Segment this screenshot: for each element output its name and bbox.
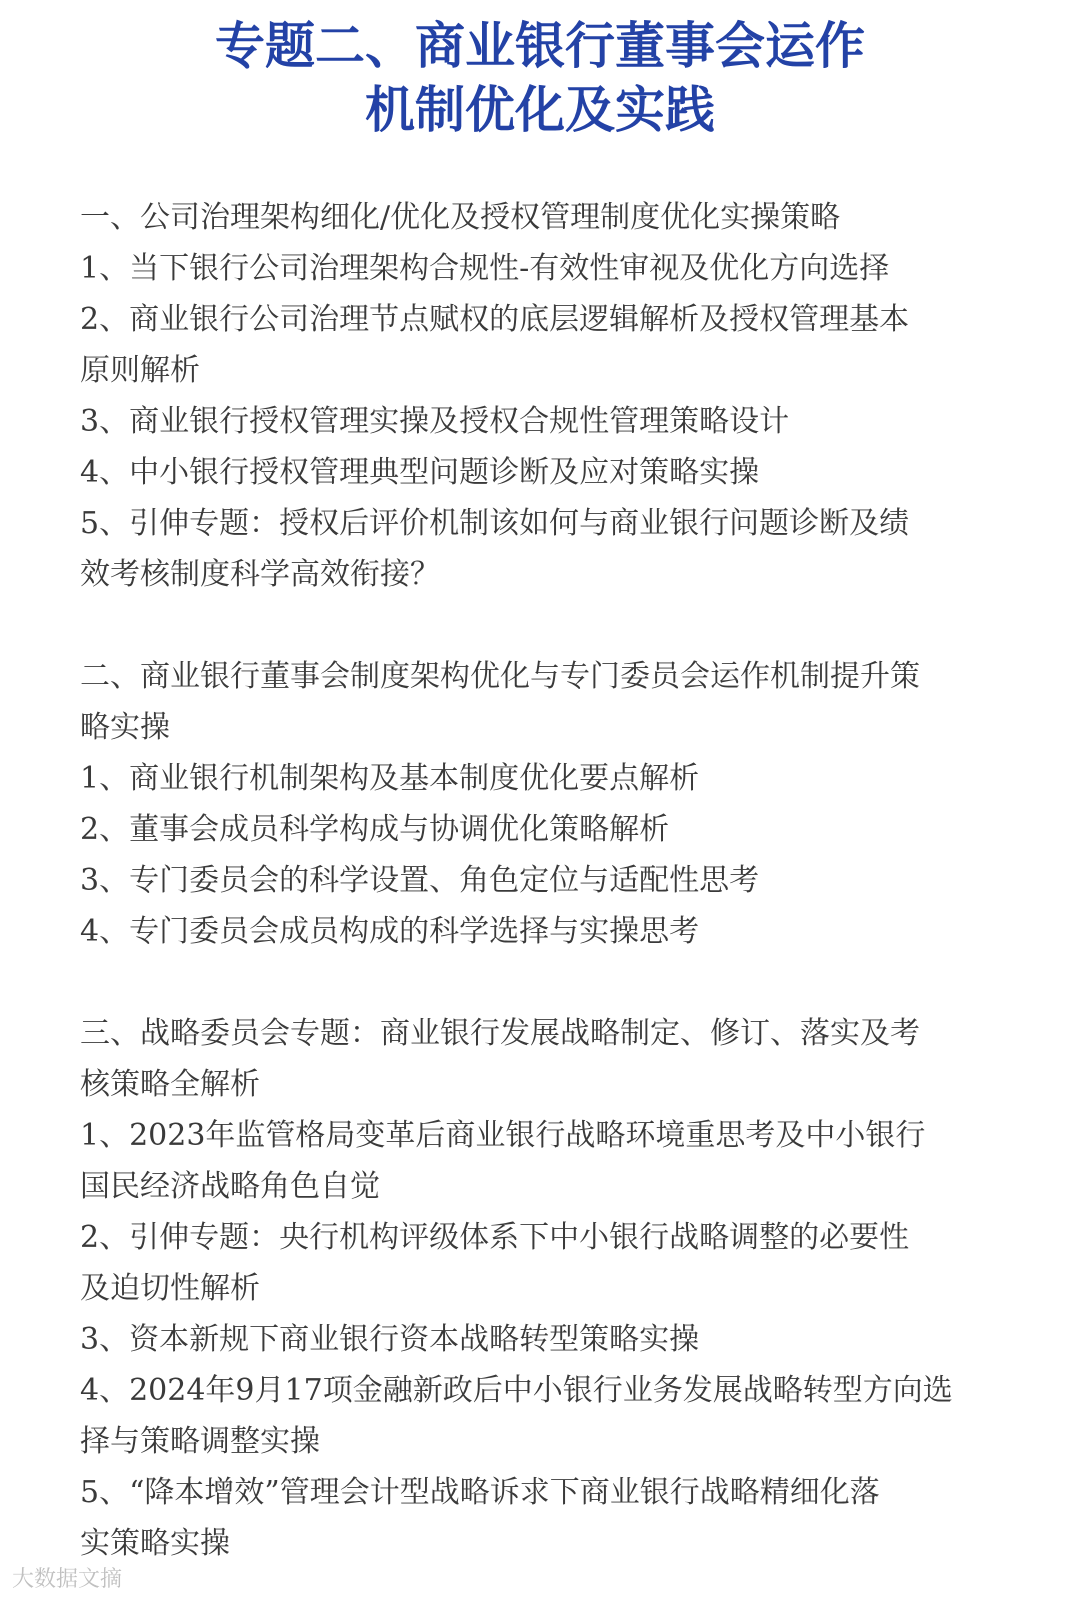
list-item: 2、引伸专题：央行机构评级体系下中小银行战略调整的必要性 [80,1220,910,1255]
document-body [80,192,1000,1569]
list-item: 1、当下银行公司治理架构合规性-有效性审视及优化方向选择 [80,251,890,286]
section-heading: 一、公司治理架构细化/优化及授权管理制度优化实操策略 [80,200,841,235]
list-item: 1、2023年监管格局变革后商业银行战略环境重思考及中小银行 [80,1118,926,1153]
section-heading-continuation: 核策略全解析 [80,1067,260,1102]
list-item: 2、董事会成员科学构成与协调优化策略解析 [80,812,670,847]
list-item: 3、资本新规下商业银行资本战略转型策略实操 [80,1322,700,1357]
section-heading: 二、商业银行董事会制度架构优化与专门委员会运作机制提升策 [80,659,920,694]
list-item-continuation: 原则解析 [80,353,200,388]
section-heading-continuation: 略实操 [80,710,170,745]
list-item-continuation: 效考核制度科学高效衔接？ [80,557,440,592]
list-item: 5、“降本增效”管理会计型战略诉求下商业银行战略精细化落 [80,1475,880,1510]
section-1 [80,192,1000,600]
list-item-continuation: 实策略实操 [80,1526,230,1561]
list-item: 4、2024年9月17项金融新政后中小银行业务发展战略转型方向选 [80,1373,953,1408]
list-item: 4、中小银行授权管理典型问题诊断及应对策略实操 [80,455,760,490]
list-item: 5、引伸专题：授权后评价机制该如何与商业银行问题诊断及绩 [80,506,910,541]
list-item: 3、商业银行授权管理实操及授权合规性管理策略设计 [80,404,790,439]
page-title-line-2: 机制优化及实践 [365,81,715,139]
list-item: 4、专门委员会成员构成的科学选择与实操思考 [80,914,700,949]
page-title-line-1: 专题二、商业银行董事会运作 [215,17,865,75]
section-heading: 三、战略委员会专题：商业银行发展战略制定、修订、落实及考 [80,1016,920,1051]
list-item: 1、商业银行机制架构及基本制度优化要点解析 [80,761,700,796]
list-item: 2、商业银行公司治理节点赋权的底层逻辑解析及授权管理基本 [80,302,910,337]
list-item-continuation: 及迫切性解析 [80,1271,260,1306]
list-item-continuation: 择与策略调整实操 [80,1424,320,1459]
watermark [12,1562,122,1593]
list-item-continuation: 国民经济战略角色自觉 [80,1169,380,1204]
watermark-text: 大数据文摘 [12,1567,123,1592]
section-3 [80,1008,1000,1569]
page-title [0,14,1080,142]
list-item: 3、专门委员会的科学设置、角色定位与适配性思考 [80,863,760,898]
section-2 [80,651,1000,957]
